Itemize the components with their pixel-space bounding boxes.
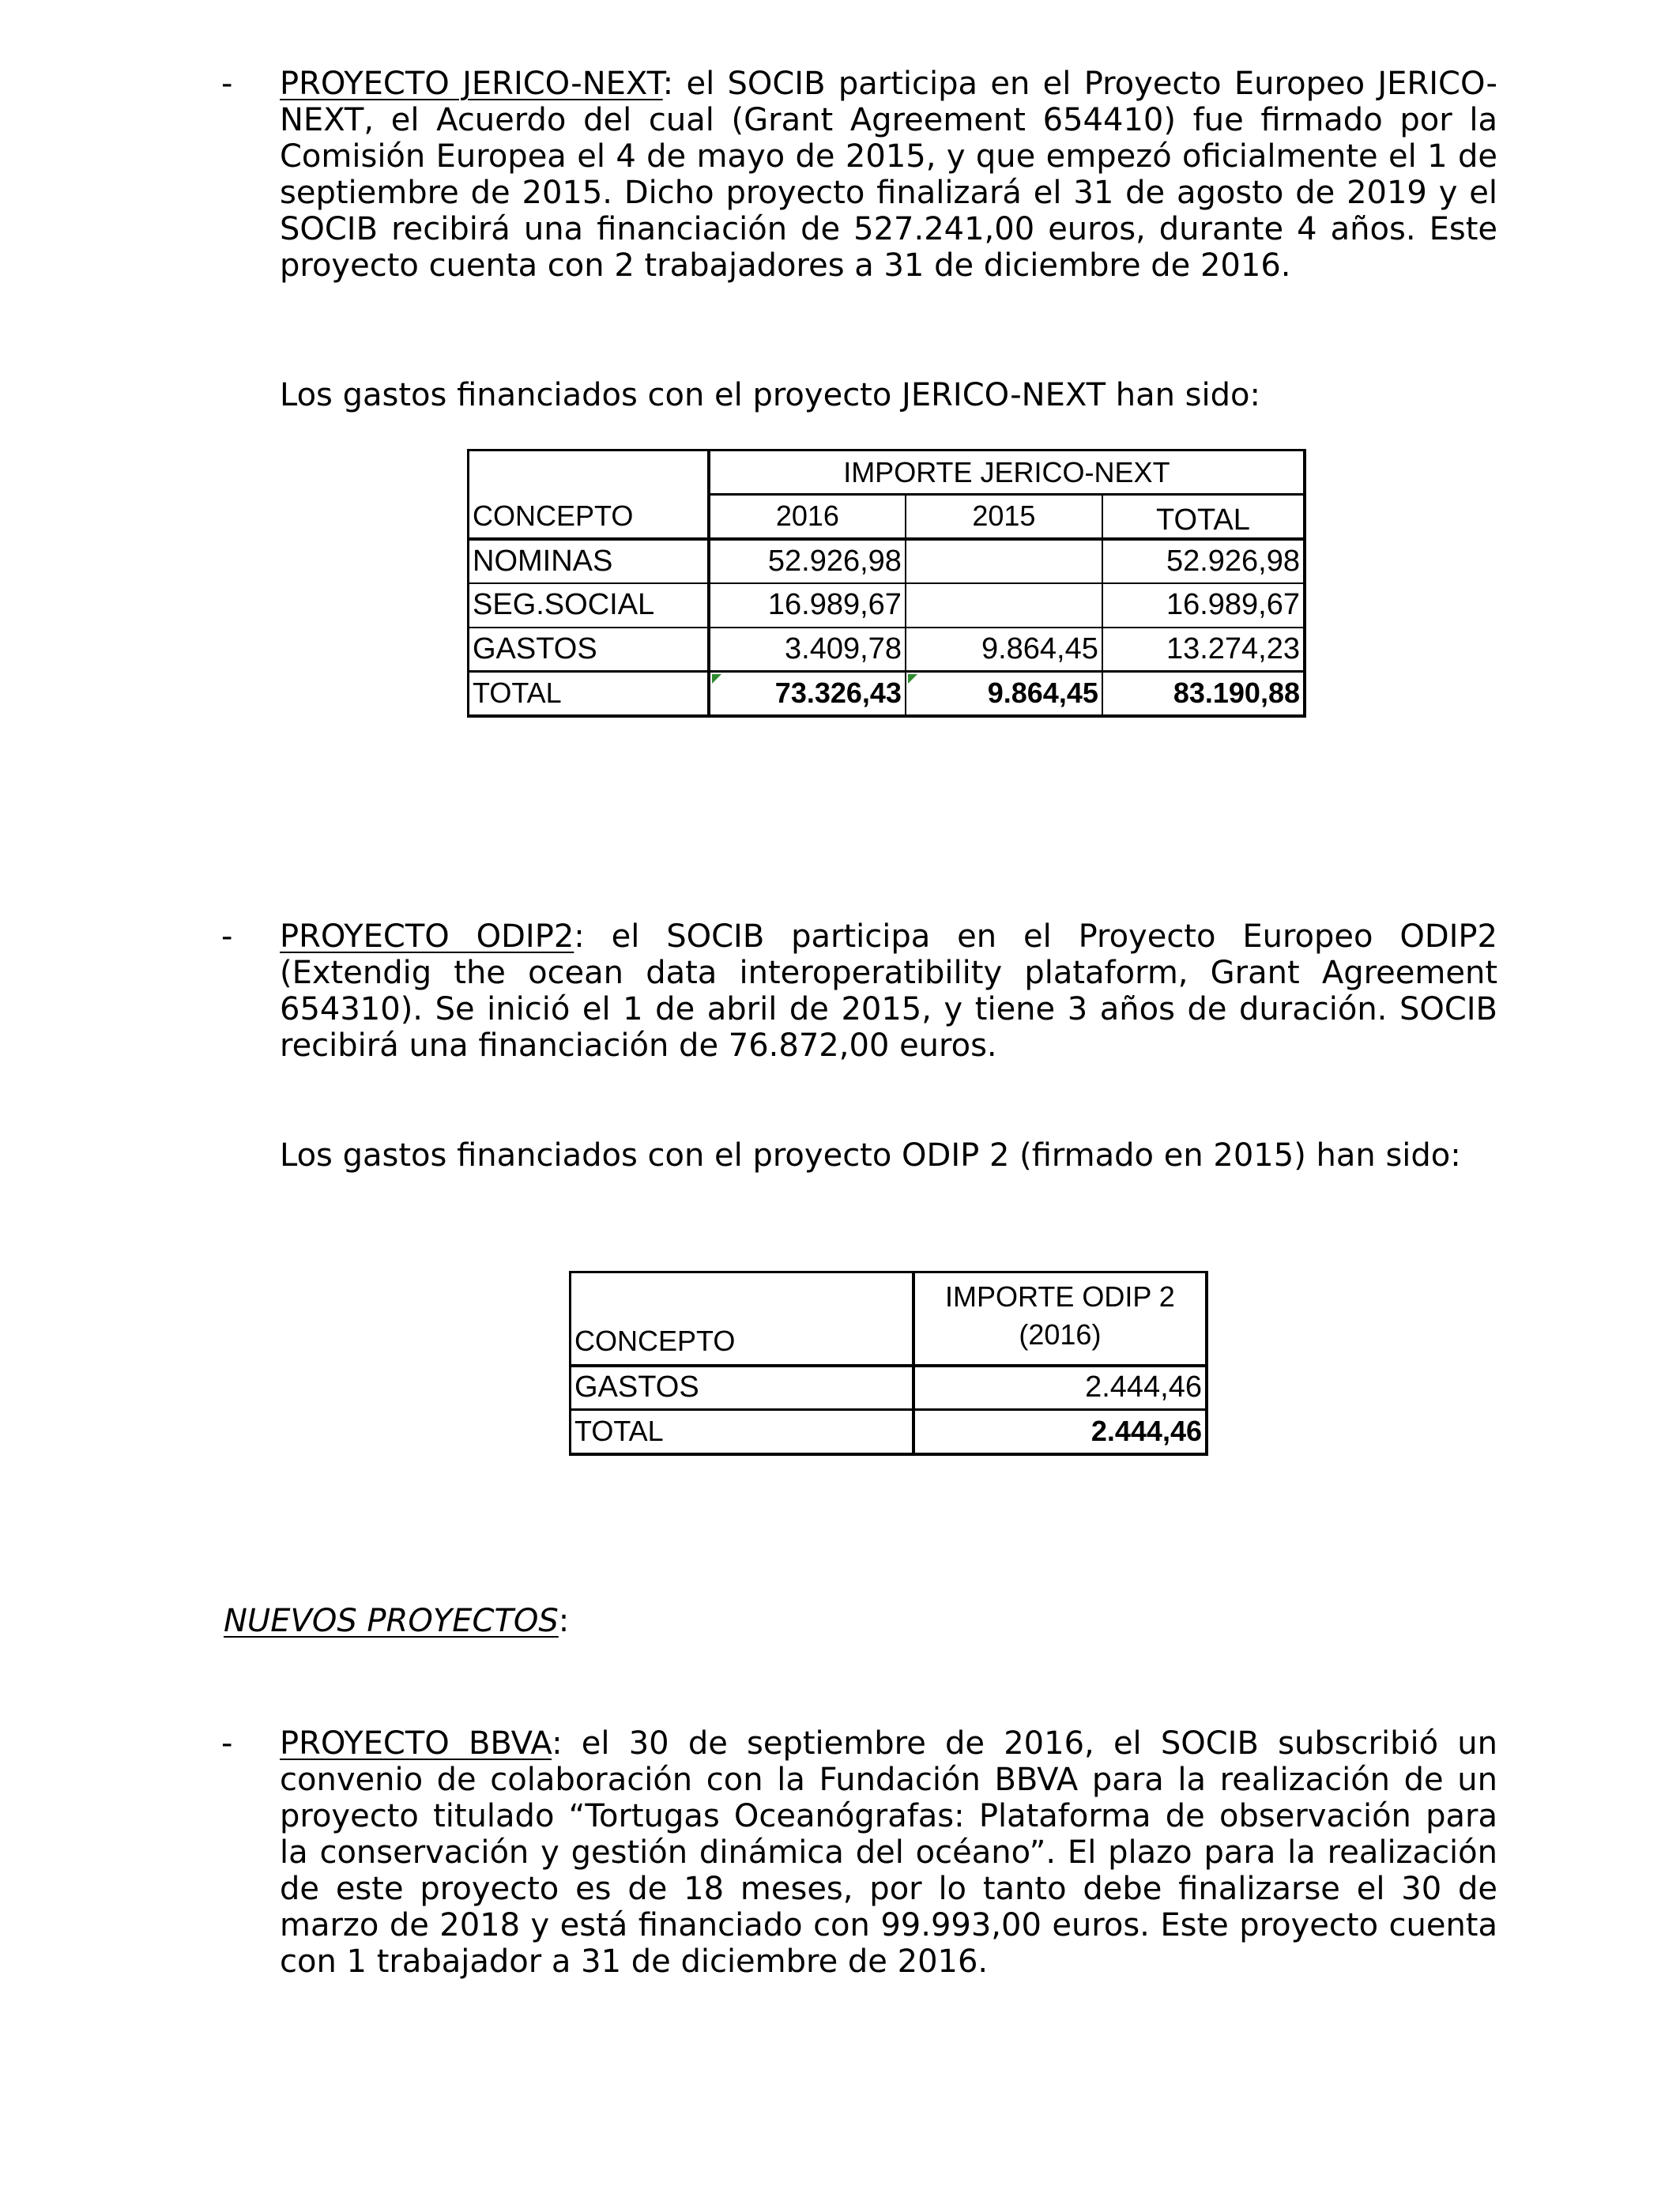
jerico-next-title: PROYECTO JERICO-NEXT [280, 66, 663, 102]
bbva-paragraph [221, 1725, 1497, 1980]
total-2015-cell: 9.864,45 [906, 672, 1102, 716]
table-row [571, 1366, 1207, 1410]
value-total-cell: 16.989,67 [1102, 583, 1305, 628]
section-heading-text: NUEVOS PROYECTOS [224, 1603, 559, 1639]
odip2-intro: Los gastos financiados con el proyecto ODIP 2 (firmado en 2015) han sido: [280, 1137, 1461, 1174]
value-2016-cell: 3.409,78 [709, 628, 906, 672]
bullet-dash: - [221, 918, 233, 955]
value-2015-cell: 9.864,45 [906, 628, 1102, 672]
amount-header [913, 1272, 1207, 1366]
total-2016-cell: 73.326,43 [709, 672, 906, 716]
jerico-next-table [467, 449, 1306, 718]
value-total-cell: 13.274,23 [1102, 628, 1305, 672]
value-2016-cell: 16.989,67 [709, 583, 906, 628]
table-total-row [469, 672, 1305, 716]
grand-total-cell: 83.190,88 [1102, 672, 1305, 716]
column-header-2015: 2015 [906, 495, 1102, 539]
concept-header: CONCEPTO [469, 450, 709, 539]
table-total-row [571, 1410, 1207, 1454]
amount-cell: 2.444,46 [913, 1366, 1207, 1410]
amount-header-line2: (2016) [1019, 1318, 1102, 1351]
concept-cell: TOTAL [571, 1410, 913, 1454]
value-2015-cell [906, 583, 1102, 628]
table-row [469, 628, 1305, 672]
jerico-next-intro: Los gastos financiados con el proyecto JERICO-NEXT han sido: [280, 377, 1260, 413]
concept-cell: TOTAL [469, 672, 709, 716]
jerico-next-text: : el SOCIB participa en el Proyecto Europeo JERICO-NEXT, el Acuerdo del cual (Grant Agreement 654410) fue firmado por la Comisión Europea el 4 de mayo de 2015, y que empezó oficialmente el 1 de septiembre de 2015. Dicho proyecto finalizará el 31 de agosto de 2019 y el SOCIB recibirá una financiación de 527.241,00 euros, durante 4 años. Este proyecto cuenta con 2 trabajadores a 31 de diciembre de 2016. [280, 66, 1497, 284]
section-heading-colon: : [558, 1603, 570, 1639]
bbva-title: PROYECTO BBVA [280, 1725, 552, 1762]
table-row [469, 583, 1305, 628]
odip2-paragraph [221, 918, 1497, 1064]
value-total-cell: 52.926,98 [1102, 539, 1305, 583]
value-2016-cell: 52.926,98 [709, 539, 906, 583]
concept-cell: GASTOS [571, 1366, 913, 1410]
odip2-table [569, 1271, 1208, 1456]
section-heading [224, 1603, 569, 1639]
bullet-dash: - [221, 1725, 233, 1762]
jerico-next-paragraph [221, 66, 1497, 284]
group-header: IMPORTE JERICO-NEXT [709, 450, 1305, 495]
column-header-total: TOTAL [1102, 495, 1305, 539]
odip2-text: : el SOCIB participa en el Proyecto Europeo ODIP2 (Extendig the ocean data interoperatibility plataform, Grant Agreement 654310). Se inició el 1 de abril de 2015, y tiene 3 años de duración. SOCIB recibirá una financiación de 76.872,00 euros. [280, 918, 1497, 1064]
table-row [469, 539, 1305, 583]
value-2015-cell [906, 539, 1102, 583]
bullet-dash: - [221, 66, 233, 102]
odip2-title: PROYECTO ODIP2 [280, 918, 574, 955]
total-amount-cell: 2.444,46 [913, 1410, 1207, 1454]
concept-cell: NOMINAS [469, 539, 709, 583]
amount-header-line1: IMPORTE ODIP 2 [945, 1280, 1175, 1313]
column-header-2016: 2016 [709, 495, 906, 539]
bbva-text: : el 30 de septiembre de 2016, el SOCIB subscribió un convenio de colaboración con la Fundación BBVA para la realización de un proyecto titulado “Tortugas Oceanógrafas: Plataforma de observación para la conservación y gestión dinámica del océano”. El plazo para la realización de este proyecto es de 18 meses, por lo tanto debe finalizarse el 30 de marzo de 2018 y está financiado con 99.993,00 euros. Este proyecto cuenta con 1 trabajador a 31 de diciembre de 2016. [280, 1725, 1497, 1980]
concept-cell: SEG.SOCIAL [469, 583, 709, 628]
concept-header: CONCEPTO [571, 1272, 913, 1366]
concept-cell: GASTOS [469, 628, 709, 672]
